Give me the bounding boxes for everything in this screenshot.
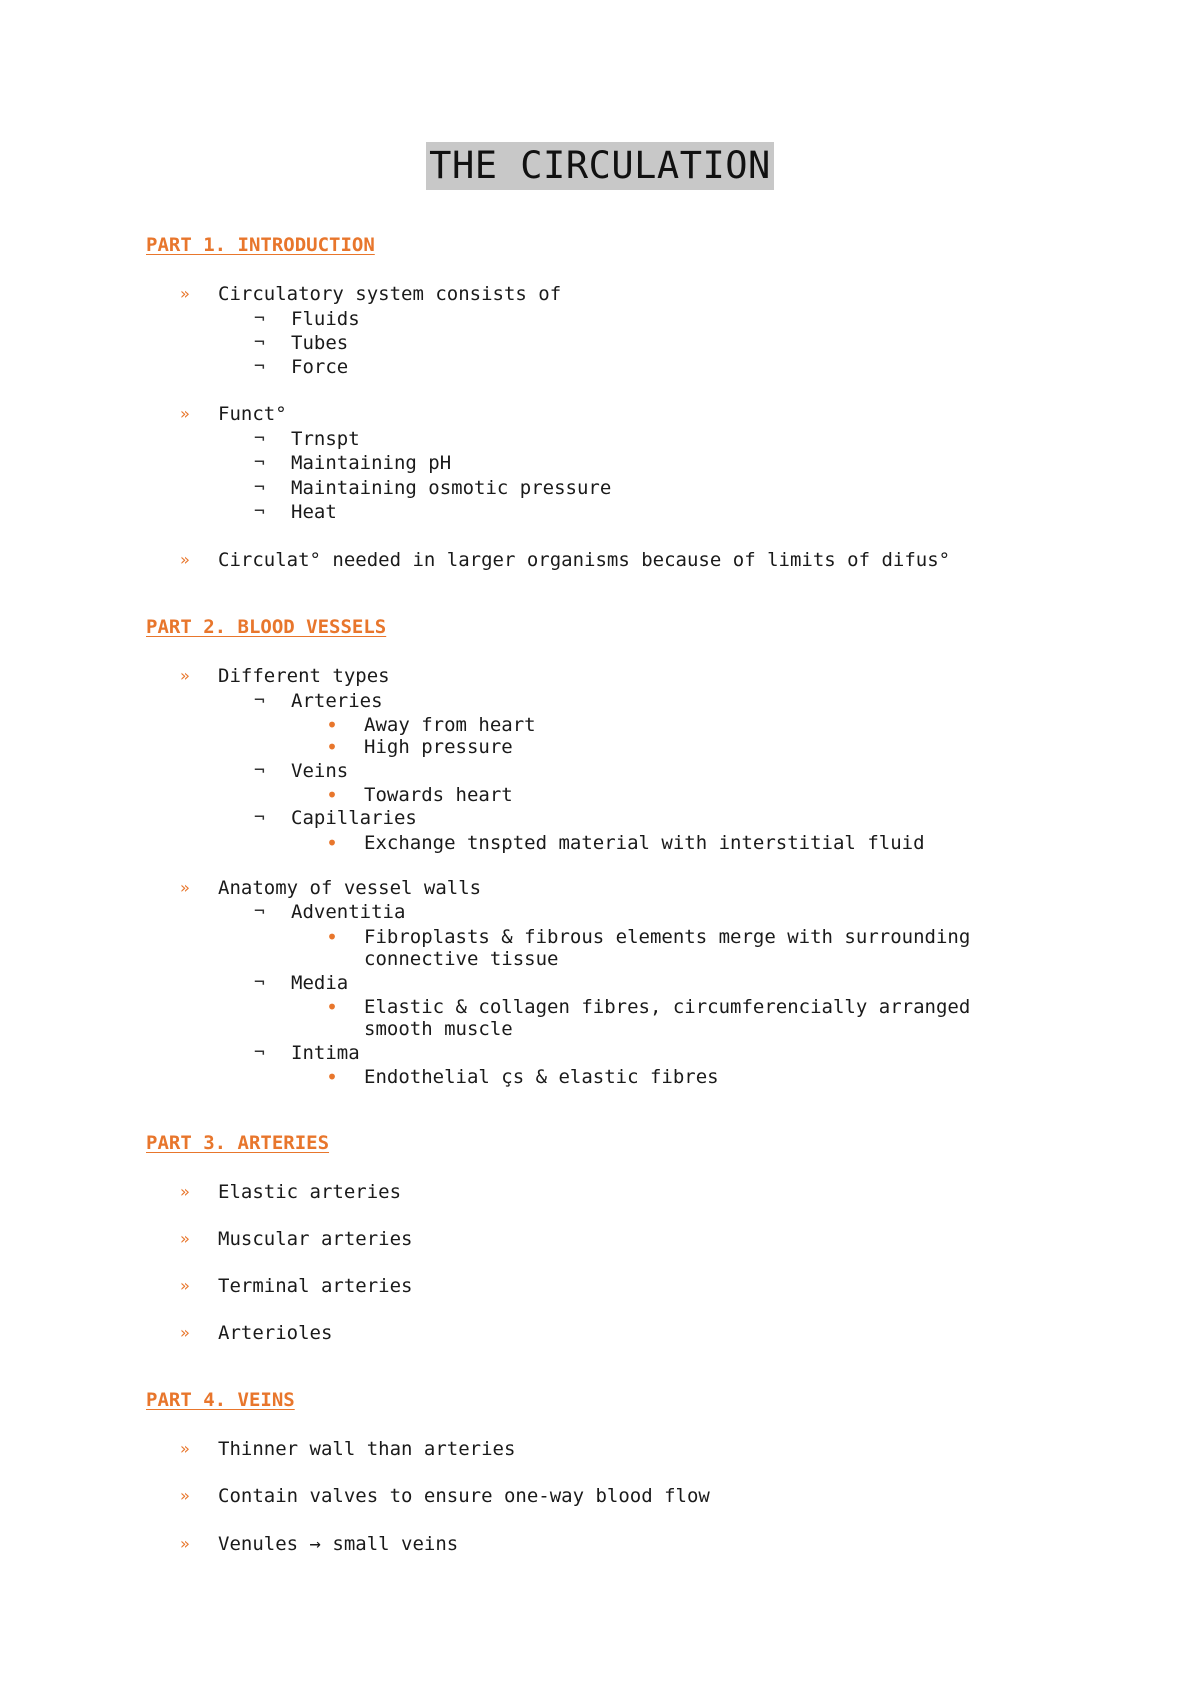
bullet-icon: ¬ <box>254 901 265 922</box>
bullet-icon: ¬ <box>254 452 265 473</box>
bullet-icon: ¬ <box>254 428 265 449</box>
bullet-icon: • <box>326 995 339 1019</box>
document-title: THE CIRCULATION <box>426 142 774 190</box>
bullet-icon: » <box>180 878 190 897</box>
bullet-icon: » <box>180 1182 190 1201</box>
bullet-icon: » <box>180 404 190 423</box>
bullet-icon: ¬ <box>254 308 265 329</box>
bullet-icon: ¬ <box>254 1042 265 1063</box>
bullet-icon: ¬ <box>254 501 265 522</box>
bullet-icon: » <box>180 1323 190 1342</box>
bullet-icon: » <box>180 550 190 569</box>
bullet-icon: » <box>180 1486 190 1505</box>
bullet-icon: » <box>180 1439 190 1458</box>
document-page: THE CIRCULATION PART 1. INTRODUCTION » Circulatory system consists of ¬ Fluids ¬ Tubes ¬ Force » Funct° ¬ Trnspt ¬ Maintaining pH ¬ Maintaining osmotic pressure ¬ Heat » Circulat° needed in larger organisms because of limits of difus° PART 2. BLOOD VESSELS » Different types ¬ Arteries • Away from heart • High pressure ¬ Veins • Towards heart ¬ Capillaries • Exchange tnspted material with interstitial fluid » Anatomy of vessel walls ¬ Adventitia • Fibroplasts & fibrous elements merge with surrounding connective tissue ¬ Media • Elastic & collagen fibres, circumferencially arranged smooth muscle ¬ Intima • Endothelial çs & elastic fibres PART 3. ARTERIES » Elastic arteries » Muscular arteries » Terminal arteries » Arterioles PART 4. VEINS » Thinner wall than arteries » Contain valves to ensure one-way blood flow » Venules → small veins <box>0 0 1200 1698</box>
bullet-icon: ¬ <box>254 477 265 498</box>
bullet-icon: ¬ <box>254 972 265 993</box>
bullet-icon: • <box>326 1065 339 1089</box>
bullet-icon: • <box>326 831 339 855</box>
section-heading: PART 1. INTRODUCTION <box>146 234 375 256</box>
bullet-icon: ¬ <box>254 760 265 781</box>
bullet-icon: • <box>326 735 339 759</box>
bullet-icon: » <box>180 1276 190 1295</box>
bullet-icon: ¬ <box>254 332 265 353</box>
bullet-icon: » <box>180 1534 190 1553</box>
bullet-icon: • <box>326 925 339 949</box>
section-heading: PART 2. BLOOD VESSELS <box>146 616 387 638</box>
title-container <box>0 142 1200 190</box>
bullet-icon: ¬ <box>254 807 265 828</box>
bullet-icon: • <box>326 783 339 807</box>
bullet-icon: » <box>180 1229 190 1248</box>
bullet-icon: » <box>180 284 190 303</box>
bullet-icon: ¬ <box>254 690 265 711</box>
bullet-icon: » <box>180 666 190 685</box>
section-heading: PART 4. VEINS <box>146 1389 295 1411</box>
section-heading: PART 3. ARTERIES <box>146 1132 330 1154</box>
bullet-icon: ¬ <box>254 356 265 377</box>
bullet-icon: • <box>326 713 339 737</box>
